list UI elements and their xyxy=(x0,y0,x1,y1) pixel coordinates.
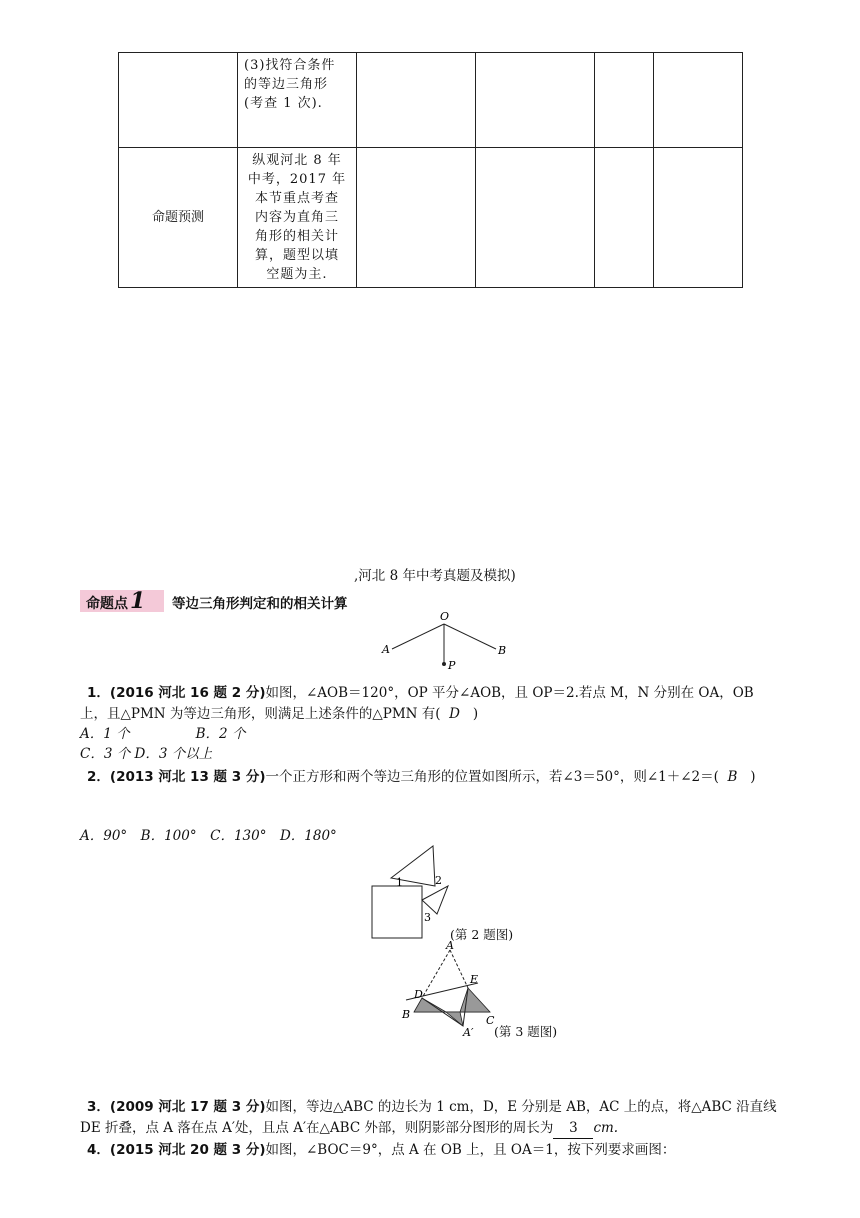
table-cell xyxy=(357,53,476,148)
table-cell xyxy=(654,53,743,148)
fig2-label-3: 3 xyxy=(424,911,431,924)
table-cell xyxy=(357,148,476,288)
q3-line1: 3．(2009 河北 17 题 3 分)如图，等边△ABC 的边长为 1 cm，D，E 分别是 AB，AC 上的点，将△ABC 沿直线 xyxy=(87,1099,777,1115)
q3-answer: 3 xyxy=(553,1118,593,1139)
fig1-label-b: B xyxy=(498,644,507,657)
table-cell xyxy=(476,148,595,288)
fig3-label-c: C xyxy=(486,1014,495,1027)
fig3-label-b: B xyxy=(402,1008,411,1021)
cell-line: 的等边三角形 xyxy=(244,77,329,92)
badge-number: 1 xyxy=(130,588,146,614)
fig1-label-o: O xyxy=(440,610,450,623)
table-cell xyxy=(238,148,357,288)
table-cell xyxy=(595,148,654,288)
q3-line2: DE 折叠，点 A 落在点 A′处，且点 A′在△ABC 外部，则阴影部分图形的周长为 3 cm. xyxy=(80,1118,618,1139)
topic-badge xyxy=(80,590,164,612)
fig2-caption: (第 2 题图) xyxy=(450,927,514,942)
fig1-label-p: P xyxy=(448,659,456,672)
q2-options: A．90° B．100° C．130° D．180° xyxy=(80,828,337,844)
cell-line: 空题为主. xyxy=(266,267,328,282)
fig3-label-a: A xyxy=(446,939,454,952)
cell-line: 本节重点考查 xyxy=(254,191,339,206)
q1-answer: D xyxy=(449,706,460,722)
cell-line: 内容为直角三 xyxy=(254,210,339,225)
cell-line: 中考，2017 年 xyxy=(247,172,347,187)
fig2-label-2: 2 xyxy=(435,874,442,887)
cell-line: (考查 1 次). xyxy=(244,96,323,111)
fig3-label-e: E xyxy=(470,973,479,986)
fig3-label-aprime: A′ xyxy=(463,1026,474,1038)
q1-options-cd: C．3 个 D．3 个以上 xyxy=(80,746,213,762)
table-cell xyxy=(476,53,595,148)
fig2-label-1: 1 xyxy=(396,876,403,889)
table-row xyxy=(119,53,743,148)
q2-answer: B xyxy=(727,769,738,785)
topic-title: 等边三角形判定和的相关计算 xyxy=(172,596,348,612)
table-cell xyxy=(238,53,357,148)
cell-line: 角形的相关计 xyxy=(254,229,339,244)
summary-table xyxy=(118,52,743,288)
table-cell xyxy=(654,148,743,288)
badge-label: 命题点 xyxy=(86,596,128,612)
q4-line1: 4．(2015 河北 20 题 3 分)如图，∠BOC＝9°，点 A 在 OB 上，且 OA＝1，按下列要求画图： xyxy=(87,1142,676,1158)
q1-options-ab: A．1 个 B．2 个 xyxy=(80,726,246,742)
cell-line: 纵观河北 8 年 xyxy=(252,153,342,168)
fig3-caption: (第 3 题图) xyxy=(494,1024,558,1039)
fig3-label-d: D xyxy=(414,988,423,1001)
prediction-label: 命题预测 xyxy=(119,148,238,288)
figure-3 xyxy=(398,938,508,1038)
q1-line2: 上，且△PMN 为等边三角形，则满足上述条件的△PMN 有( D ) xyxy=(80,706,479,722)
fig1-label-a: A xyxy=(382,643,390,656)
cell-line: 算，题型以填 xyxy=(254,248,339,263)
table-cell xyxy=(595,53,654,148)
q2-line1: 2．(2013 河北 13 题 3 分)一个正方形和两个等边三角形的位置如图所示，若∠3＝50°，则∠1＋∠2＝( B ) xyxy=(87,769,756,785)
cell-line: (3)找符合条件 xyxy=(244,58,336,73)
table-cell xyxy=(119,53,238,148)
q1-line1: 1．(2016 河北 16 题 2 分)如图，∠AOB＝120°，OP 平分∠AOB，且 OP＝2.若点 M，N 分别在 OA，OB xyxy=(87,685,754,701)
figure-1 xyxy=(378,608,518,672)
table-row xyxy=(119,148,743,288)
section-header: ,河北 8 年中考真题及模拟) xyxy=(354,568,516,584)
